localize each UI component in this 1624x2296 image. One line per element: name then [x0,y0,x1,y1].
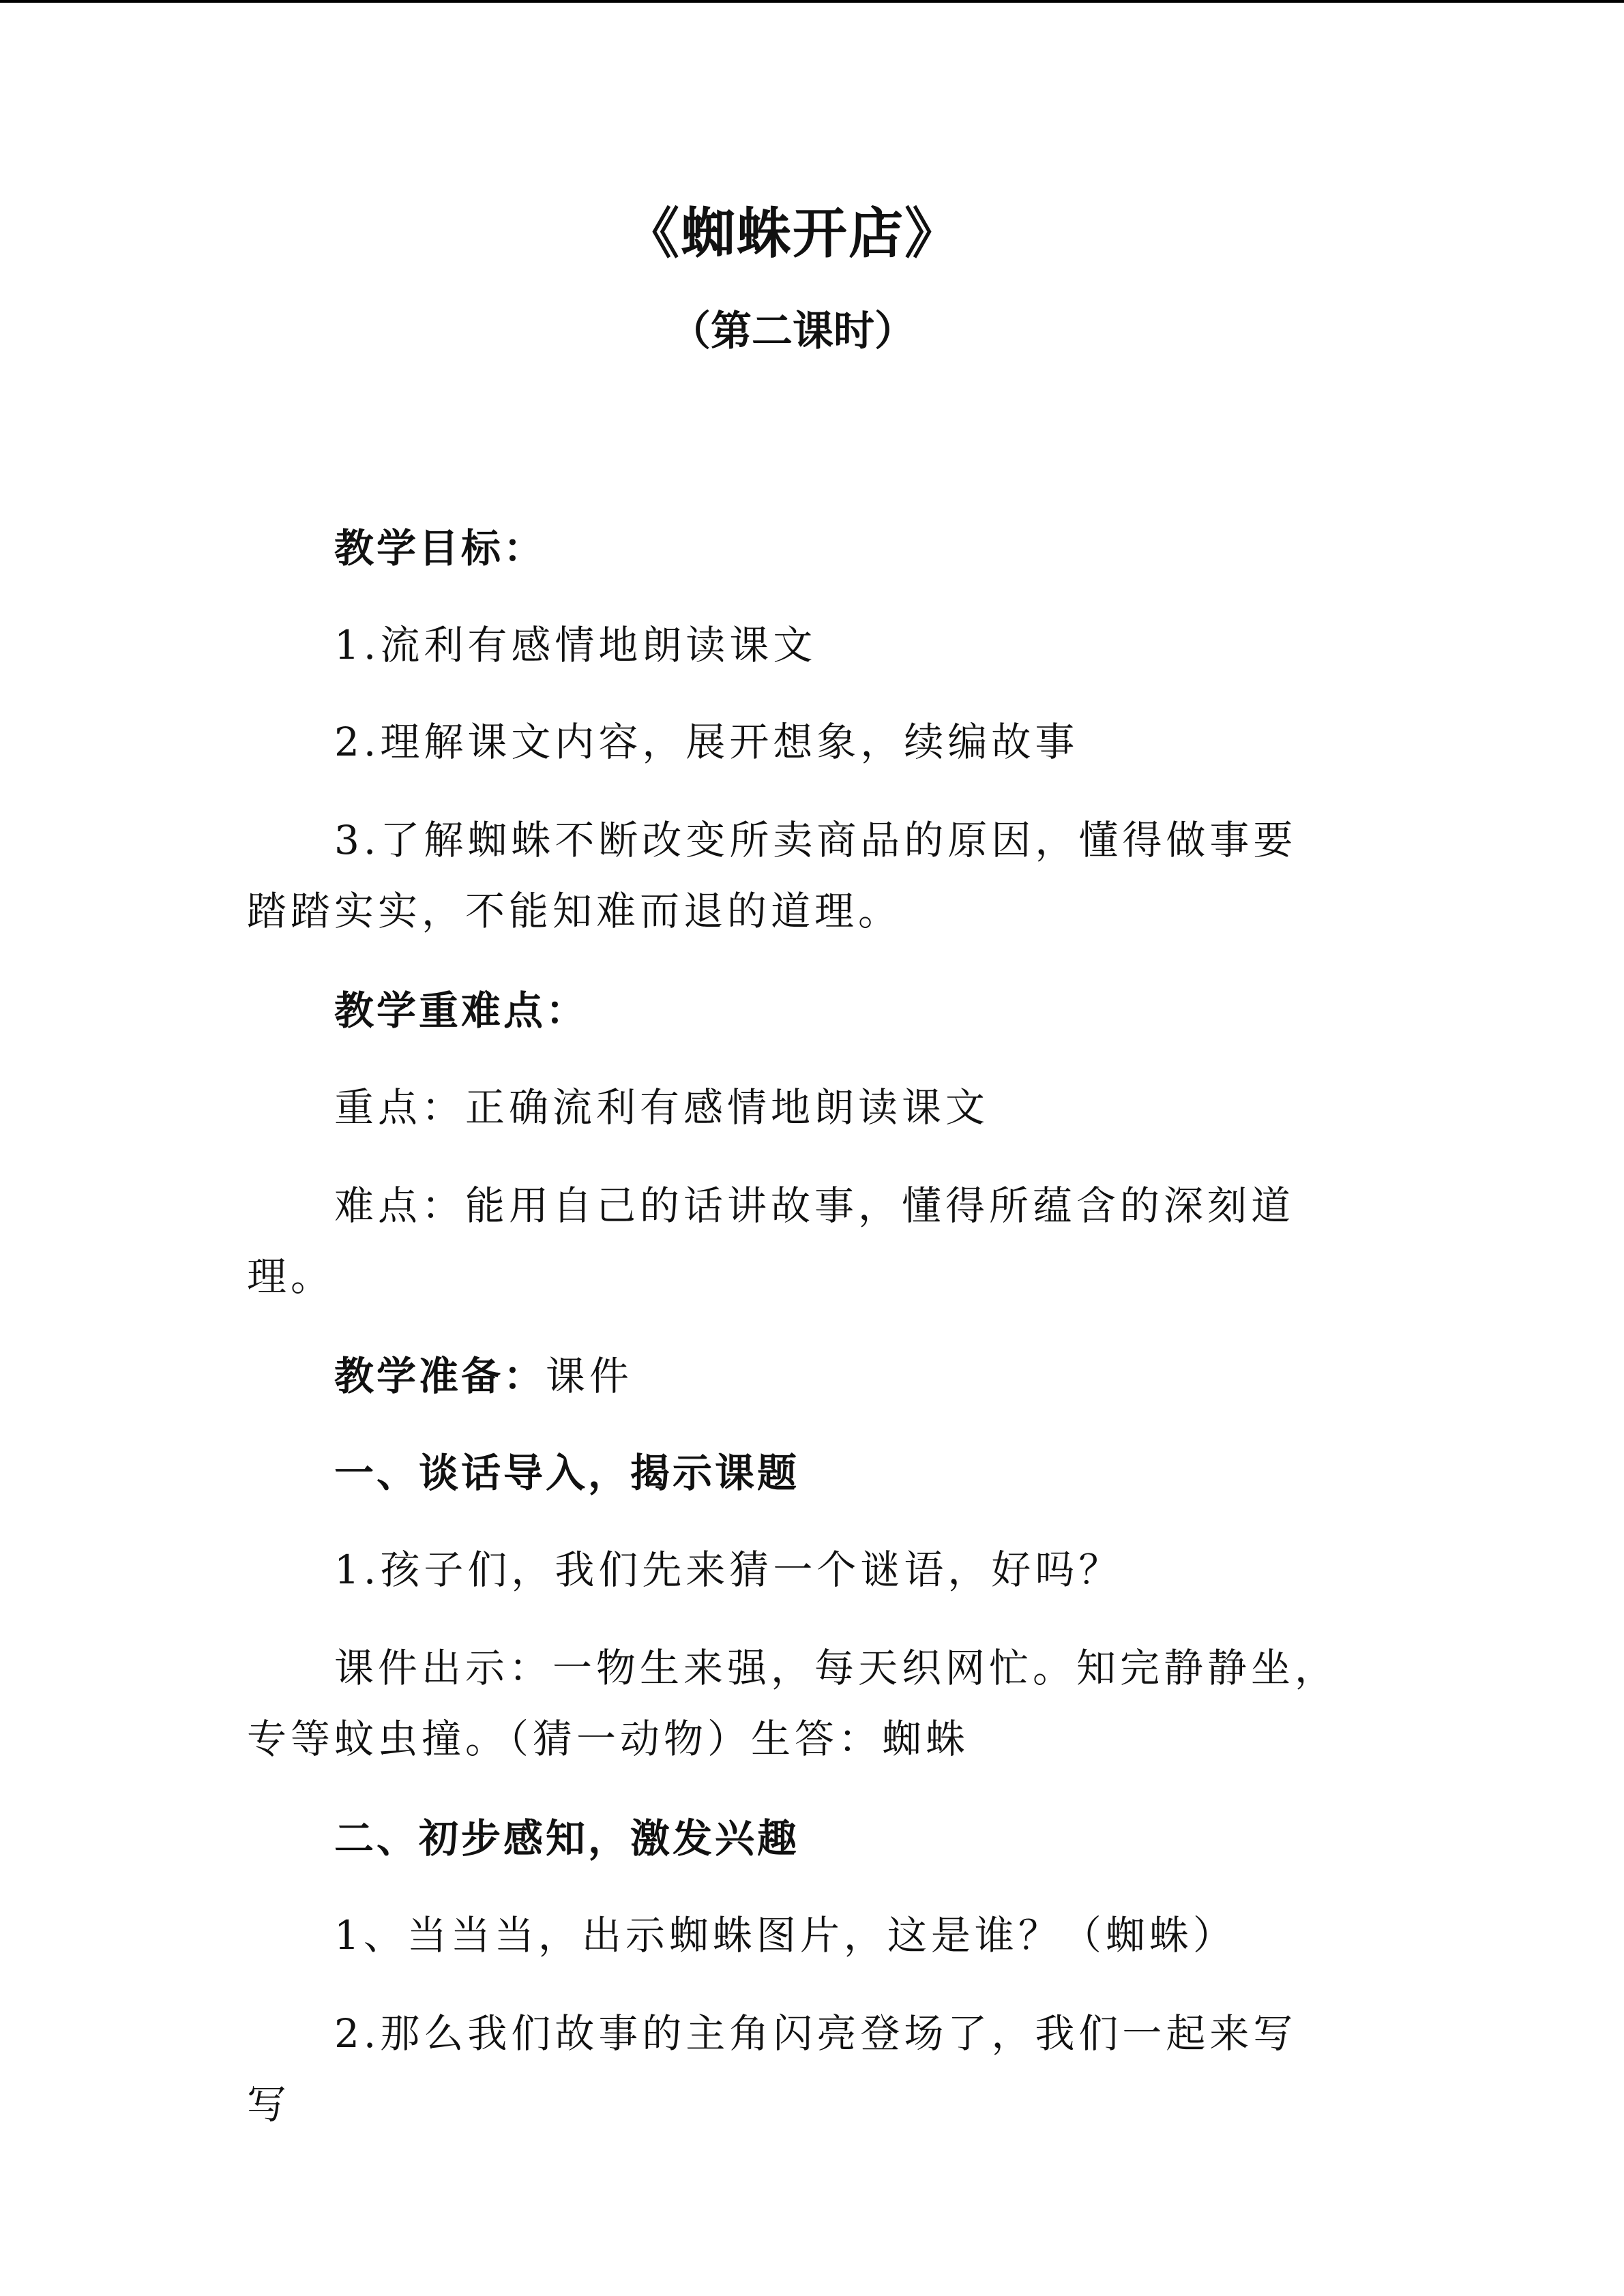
section-2-item-1: 1、当当当，出示蜘蛛图片，这是谁？（蜘蛛） [334,1912,1237,1958]
goal-item-1: 1.流利有感情地朗读课文 [334,622,817,668]
document-title: 《蜘蛛开店》 [625,202,960,265]
top-border-line [0,0,1624,3]
section-2-item-2: 2.那么我们故事的主角闪亮登场了，我们一起来写写 [247,2010,1297,2128]
preparation-value: 课件 [546,1353,634,1399]
goals-heading: 教学目标： [334,525,546,571]
section-2-heading: 二、初步感知，激发兴趣 [334,1815,800,1862]
preparation-line [247,1341,1338,1412]
goal-item-3: 3.了解蜘蛛不断改变所卖商品的原因，懂得做事要踏踏实实，不能知难而退的道理。 [247,817,1297,934]
difficult-point: 难点：能用自己的话讲故事，懂得所蕴含的深刻道理。 [247,1182,1295,1300]
section-1-item-1: 1.孩子们，我们先来猜一个谜语，好吗？ [334,1547,1123,1593]
document-subtitle: （第二课时） [670,308,915,355]
preparation-label: 教学准备： [334,1353,546,1399]
key-point: 重点：正确流利有感情地朗读课文 [334,1084,990,1131]
goal-item-2: 2.理解课文内容，展开想象，续编故事 [334,719,1079,765]
keypoints-heading: 教学重难点： [334,987,589,1034]
section-1-heading: 一、谈话导入，揭示课题 [334,1450,800,1496]
section-1-riddle: 课件出示：一物生来强，每天织网忙。知完静静坐，专等蚊虫撞。（猜一动物）生答：蜘蛛 [247,1645,1339,1762]
